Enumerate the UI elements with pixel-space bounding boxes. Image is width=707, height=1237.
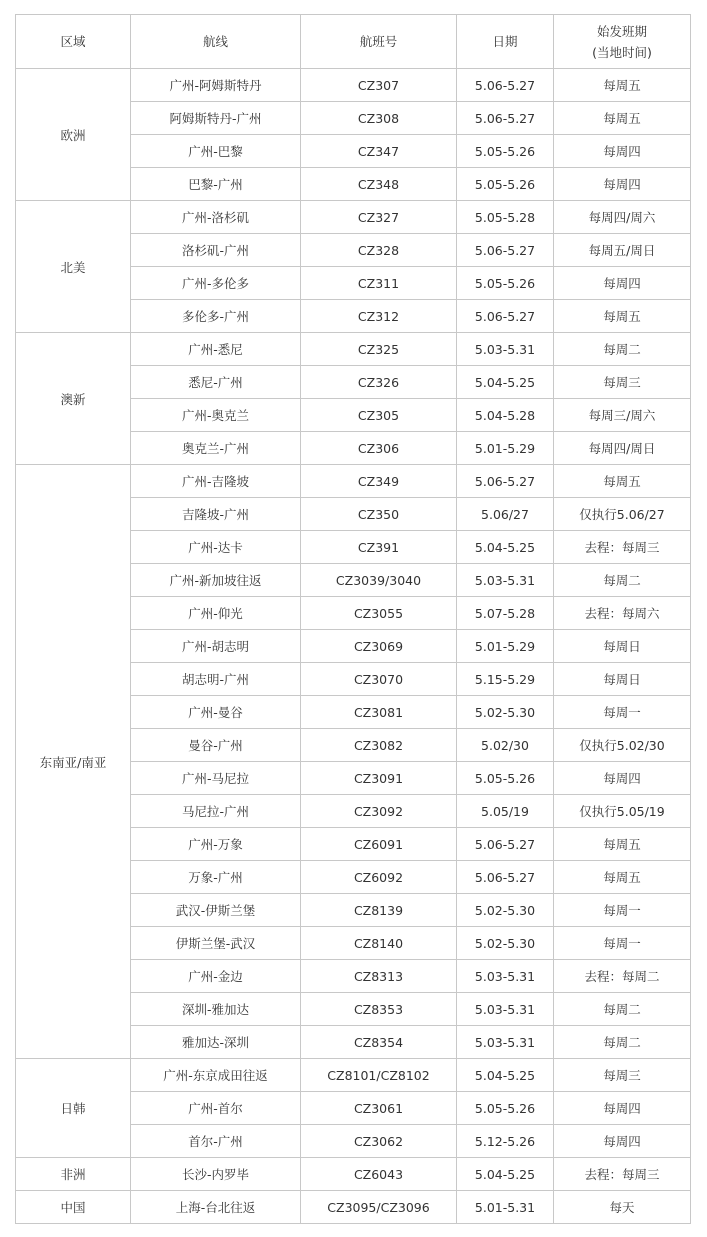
route-cell: 万象-广州	[131, 861, 301, 894]
route-cell: 悉尼-广州	[131, 366, 301, 399]
route-cell: 广州-东京成田往返	[131, 1059, 301, 1092]
flight-number-cell: CZ325	[301, 333, 457, 366]
date-cell: 5.06/27	[457, 498, 554, 531]
flight-schedule-table	[15, 14, 691, 1224]
header-region: 区域	[16, 15, 131, 69]
date-cell: 5.07-5.28	[457, 597, 554, 630]
date-cell: 5.04-5.25	[457, 531, 554, 564]
date-cell: 5.15-5.29	[457, 663, 554, 696]
flight-number-cell: CZ311	[301, 267, 457, 300]
flight-number-cell: CZ3055	[301, 597, 457, 630]
flight-number-cell: CZ305	[301, 399, 457, 432]
schedule-cell: 每周二	[554, 333, 691, 366]
flight-number-cell: CZ350	[301, 498, 457, 531]
schedule-cell: 仅执行5.06/27	[554, 498, 691, 531]
flight-number-cell: CZ3070	[301, 663, 457, 696]
schedule-cell: 去程：每周三	[554, 1158, 691, 1191]
route-cell: 广州-胡志明	[131, 630, 301, 663]
route-cell: 广州-巴黎	[131, 135, 301, 168]
date-cell: 5.01-5.31	[457, 1191, 554, 1224]
route-cell: 洛杉矶-广州	[131, 234, 301, 267]
route-cell: 伊斯兰堡-武汉	[131, 927, 301, 960]
flight-number-cell: CZ307	[301, 69, 457, 102]
flight-number-cell: CZ306	[301, 432, 457, 465]
flight-number-cell: CZ8313	[301, 960, 457, 993]
date-cell: 5.06-5.27	[457, 234, 554, 267]
schedule-cell: 每周五	[554, 861, 691, 894]
region-cell: 东南亚/南亚	[16, 465, 131, 1059]
route-cell: 广州-首尔	[131, 1092, 301, 1125]
date-cell: 5.04-5.25	[457, 1059, 554, 1092]
schedule-cell: 每周四	[554, 267, 691, 300]
flight-number-cell: CZ3039/3040	[301, 564, 457, 597]
date-cell: 5.05-5.26	[457, 168, 554, 201]
date-cell: 5.05-5.28	[457, 201, 554, 234]
flight-number-cell: CZ3091	[301, 762, 457, 795]
table-row	[16, 1059, 691, 1092]
date-cell: 5.03-5.31	[457, 333, 554, 366]
date-cell: 5.06-5.27	[457, 828, 554, 861]
route-cell: 吉隆坡-广州	[131, 498, 301, 531]
flight-number-cell: CZ391	[301, 531, 457, 564]
schedule-cell: 每周四/周日	[554, 432, 691, 465]
flight-number-cell: CZ6092	[301, 861, 457, 894]
schedule-cell: 每周二	[554, 993, 691, 1026]
date-cell: 5.12-5.26	[457, 1125, 554, 1158]
route-cell: 广州-阿姆斯特丹	[131, 69, 301, 102]
route-cell: 广州-达卡	[131, 531, 301, 564]
flight-number-cell: CZ308	[301, 102, 457, 135]
header-date: 日期	[457, 15, 554, 69]
schedule-cell: 每周四	[554, 1125, 691, 1158]
date-cell: 5.02-5.30	[457, 894, 554, 927]
route-cell: 长沙-内罗毕	[131, 1158, 301, 1191]
date-cell: 5.03-5.31	[457, 1026, 554, 1059]
schedule-cell: 每周二	[554, 1026, 691, 1059]
region-cell: 澳新	[16, 333, 131, 465]
route-cell: 阿姆斯特丹-广州	[131, 102, 301, 135]
flight-number-cell: CZ326	[301, 366, 457, 399]
flight-number-cell: CZ3062	[301, 1125, 457, 1158]
date-cell: 5.01-5.29	[457, 432, 554, 465]
table-row	[16, 201, 691, 234]
date-cell: 5.06-5.27	[457, 861, 554, 894]
date-cell: 5.06-5.27	[457, 465, 554, 498]
date-cell: 5.06-5.27	[457, 300, 554, 333]
schedule-cell: 每周日	[554, 663, 691, 696]
date-cell: 5.05-5.26	[457, 135, 554, 168]
schedule-cell: 每周五	[554, 69, 691, 102]
flight-number-cell: CZ3092	[301, 795, 457, 828]
route-cell: 马尼拉-广州	[131, 795, 301, 828]
date-cell: 5.06-5.27	[457, 69, 554, 102]
route-cell: 广州-吉隆坡	[131, 465, 301, 498]
flight-number-cell: CZ8354	[301, 1026, 457, 1059]
schedule-cell: 每周一	[554, 927, 691, 960]
table-row	[16, 1158, 691, 1191]
schedule-cell: 每周五	[554, 102, 691, 135]
table-row	[16, 465, 691, 498]
route-cell: 雅加达-深圳	[131, 1026, 301, 1059]
route-cell: 胡志明-广州	[131, 663, 301, 696]
flight-number-cell: CZ3069	[301, 630, 457, 663]
header-flight-number: 航班号	[301, 15, 457, 69]
schedule-cell: 每周四	[554, 1092, 691, 1125]
date-cell: 5.04-5.25	[457, 1158, 554, 1191]
route-cell: 广州-曼谷	[131, 696, 301, 729]
flight-number-cell: CZ6091	[301, 828, 457, 861]
schedule-cell: 每周四	[554, 135, 691, 168]
date-cell: 5.01-5.29	[457, 630, 554, 663]
date-cell: 5.05-5.26	[457, 267, 554, 300]
flight-number-cell: CZ8101/CZ8102	[301, 1059, 457, 1092]
schedule-cell: 每周四	[554, 168, 691, 201]
flight-number-cell: CZ3082	[301, 729, 457, 762]
date-cell: 5.04-5.25	[457, 366, 554, 399]
table-row	[16, 1191, 691, 1224]
flight-number-cell: CZ327	[301, 201, 457, 234]
flight-number-cell: CZ3061	[301, 1092, 457, 1125]
schedule-cell: 每周三/周六	[554, 399, 691, 432]
flight-number-cell: CZ8140	[301, 927, 457, 960]
flight-number-cell: CZ3081	[301, 696, 457, 729]
region-cell: 中国	[16, 1191, 131, 1224]
route-cell: 首尔-广州	[131, 1125, 301, 1158]
route-cell: 广州-新加坡往返	[131, 564, 301, 597]
header-route: 航线	[131, 15, 301, 69]
schedule-cell: 每周四	[554, 762, 691, 795]
schedule-cell: 去程：每周三	[554, 531, 691, 564]
header-schedule	[554, 15, 691, 69]
region-cell: 欧洲	[16, 69, 131, 201]
header-schedule-line1: 始发班期	[596, 23, 647, 39]
schedule-cell: 每周日	[554, 630, 691, 663]
flight-number-cell: CZ348	[301, 168, 457, 201]
schedule-cell: 每周一	[554, 894, 691, 927]
route-cell: 广州-洛杉矶	[131, 201, 301, 234]
date-cell: 5.02-5.30	[457, 927, 554, 960]
schedule-cell: 仅执行5.02/30	[554, 729, 691, 762]
route-cell: 武汉-伊斯兰堡	[131, 894, 301, 927]
table-row	[16, 333, 691, 366]
table-body	[16, 69, 691, 1224]
date-cell: 5.05-5.26	[457, 762, 554, 795]
schedule-cell: 每周三	[554, 1059, 691, 1092]
schedule-cell: 去程：每周六	[554, 597, 691, 630]
flight-number-cell: CZ8139	[301, 894, 457, 927]
date-cell: 5.04-5.28	[457, 399, 554, 432]
schedule-cell: 每周五	[554, 465, 691, 498]
header-schedule-line2: (当地时间)	[592, 44, 652, 60]
schedule-cell: 每周二	[554, 564, 691, 597]
route-cell: 深圳-雅加达	[131, 993, 301, 1026]
route-cell: 上海-台北往返	[131, 1191, 301, 1224]
schedule-cell: 每周五	[554, 300, 691, 333]
schedule-cell: 每天	[554, 1191, 691, 1224]
flight-number-cell: CZ6043	[301, 1158, 457, 1191]
flight-number-cell: CZ312	[301, 300, 457, 333]
schedule-cell: 每周一	[554, 696, 691, 729]
route-cell: 巴黎-广州	[131, 168, 301, 201]
region-cell: 日韩	[16, 1059, 131, 1158]
route-cell: 广州-万象	[131, 828, 301, 861]
region-cell: 北美	[16, 201, 131, 333]
route-cell: 曼谷-广州	[131, 729, 301, 762]
schedule-cell: 仅执行5.05/19	[554, 795, 691, 828]
schedule-cell: 每周三	[554, 366, 691, 399]
date-cell: 5.02/30	[457, 729, 554, 762]
route-cell: 广州-金边	[131, 960, 301, 993]
route-cell: 奥克兰-广州	[131, 432, 301, 465]
flight-number-cell: CZ328	[301, 234, 457, 267]
route-cell: 广州-仰光	[131, 597, 301, 630]
flight-number-cell: CZ349	[301, 465, 457, 498]
date-cell: 5.03-5.31	[457, 993, 554, 1026]
table-row	[16, 69, 691, 102]
route-cell: 多伦多-广州	[131, 300, 301, 333]
table-header-row	[16, 15, 691, 69]
flight-number-cell: CZ3095/CZ3096	[301, 1191, 457, 1224]
schedule-cell: 每周五	[554, 828, 691, 861]
schedule-cell: 每周四/周六	[554, 201, 691, 234]
date-cell: 5.06-5.27	[457, 102, 554, 135]
route-cell: 广州-马尼拉	[131, 762, 301, 795]
route-cell: 广州-奥克兰	[131, 399, 301, 432]
date-cell: 5.03-5.31	[457, 564, 554, 597]
date-cell: 5.05/19	[457, 795, 554, 828]
flight-number-cell: CZ347	[301, 135, 457, 168]
region-cell: 非洲	[16, 1158, 131, 1191]
schedule-cell: 去程：每周二	[554, 960, 691, 993]
route-cell: 广州-悉尼	[131, 333, 301, 366]
flight-number-cell: CZ8353	[301, 993, 457, 1026]
route-cell: 广州-多伦多	[131, 267, 301, 300]
date-cell: 5.02-5.30	[457, 696, 554, 729]
date-cell: 5.05-5.26	[457, 1092, 554, 1125]
date-cell: 5.03-5.31	[457, 960, 554, 993]
schedule-cell: 每周五/周日	[554, 234, 691, 267]
